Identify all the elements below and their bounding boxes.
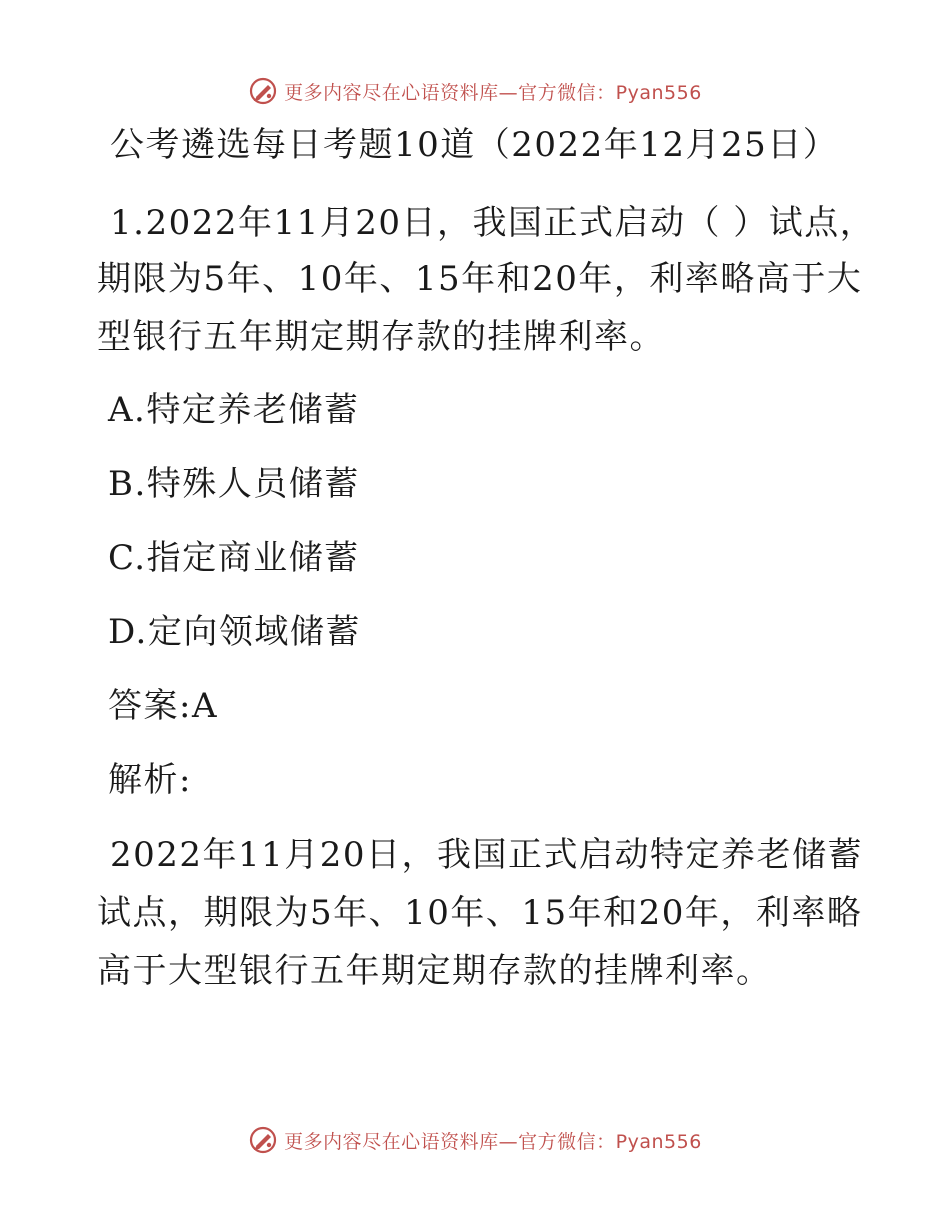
footer-watermark [0,1125,950,1155]
page-title: 公考遴选每日考题10道（2022年12月25日） [110,125,839,165]
pen-logo-icon [248,1125,278,1155]
watermark-text: 更多内容尽在心语资料库—官方微信：Pyan556 [284,81,702,104]
option-a: A.特定养老储蓄 [108,390,360,430]
header-watermark [0,76,950,106]
question-line-1: 1.2022年11月20日，我国正式启动（ ）试点， [110,203,876,243]
option-c: C.指定商业储蓄 [108,538,360,578]
watermark-text: 更多内容尽在心语资料库—官方微信：Pyan556 [284,1130,702,1153]
analysis-label: 解析: [108,760,192,800]
question-line-3: 型银行五年期定期存款的挂牌利率。 [97,317,665,357]
option-b: B.特殊人员储蓄 [108,464,360,504]
wechat-id: Pyan556 [615,81,702,104]
pen-logo-icon [248,76,278,106]
explanation-line-3: 高于大型银行五年期定期存款的挂牌利率。 [97,951,772,991]
question-line-2: 期限为5年、10年、15年和20年，利率略高于大 [97,259,863,299]
option-d: D.定向领域储蓄 [108,612,361,652]
explanation-line-2: 试点，期限为5年、10年、15年和20年，利率略 [97,893,863,933]
explanation-line-1: 2022年11月20日，我国正式启动特定养老储蓄 [110,835,864,875]
wechat-id: Pyan556 [615,1130,702,1153]
answer-text: 答案:A [108,686,219,726]
